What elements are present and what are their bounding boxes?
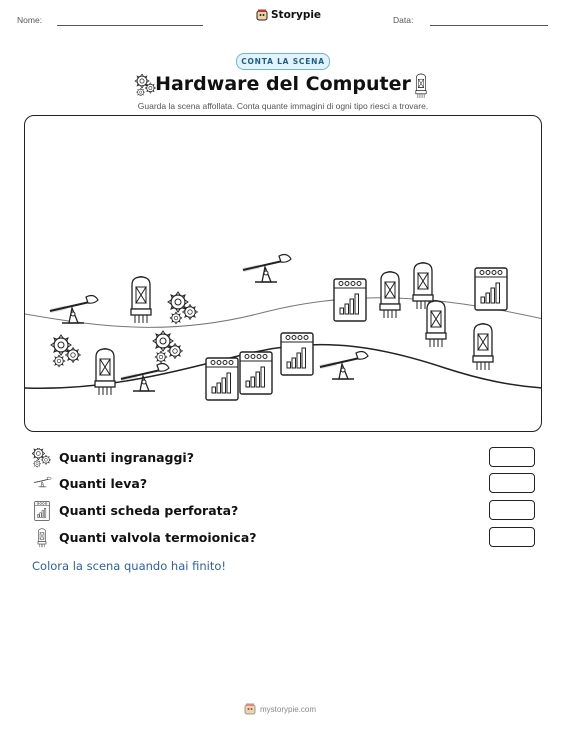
storypie-mascot-icon: [256, 9, 268, 21]
answer-box[interactable]: [489, 473, 535, 493]
card-3: [281, 333, 313, 375]
question-vacuum-tube: [32, 528, 542, 550]
tube-2: [95, 349, 115, 396]
date-label: Data:: [393, 15, 414, 25]
question-text: Quanti scheda perforata?: [59, 503, 239, 518]
hill-line-back: [25, 298, 542, 328]
page-subtitle: Guarda la scena affollata. Conta quante immagini di ogni tipo riesci a trovare.: [137, 101, 429, 111]
question-text: Quanti leva?: [59, 476, 148, 491]
gears-2: [168, 292, 198, 324]
vacuum-tube-icon: [32, 528, 52, 548]
brand-logo: [256, 9, 321, 21]
question-gears: [32, 448, 542, 470]
brand-name: Storypie: [271, 9, 322, 21]
answer-box[interactable]: [489, 527, 535, 547]
page-title: Hardware del Computer: [155, 73, 411, 95]
activity-tag: CONTA LA SCENA: [236, 53, 330, 70]
card-5: [206, 358, 238, 400]
name-label: Nome:: [17, 15, 43, 25]
footer-url[interactable]: mystorypie.com: [260, 704, 317, 714]
answer-box[interactable]: [489, 447, 535, 467]
question-lever: [32, 474, 542, 496]
storypie-mascot-icon: [244, 703, 256, 715]
tube-1: [131, 277, 151, 324]
date-line[interactable]: [430, 25, 548, 26]
tube-6: [473, 324, 493, 371]
tube-5: [426, 301, 446, 348]
gears-3: [153, 331, 183, 363]
card-1: [334, 279, 366, 321]
lever-2: [243, 255, 291, 282]
lever-icon: [32, 474, 52, 494]
gears-icon: [32, 448, 52, 468]
question-text: Quanti valvola termoionica?: [59, 530, 257, 545]
finish-note: Colora la scena quando hai finito!: [32, 559, 226, 573]
card-4: [240, 352, 272, 394]
punch-card-icon: [32, 501, 52, 521]
vacuum-tube-icon: [410, 73, 432, 99]
tube-3: [380, 272, 400, 319]
answer-box[interactable]: [489, 500, 535, 520]
name-line[interactable]: [57, 25, 203, 26]
question-punch-card: [32, 501, 542, 523]
lever-4: [320, 352, 368, 379]
footer: [244, 703, 316, 715]
gears-1: [51, 335, 81, 367]
counting-scene: [24, 115, 542, 432]
card-2: [475, 268, 507, 310]
question-text: Quanti ingranaggi?: [59, 450, 194, 465]
